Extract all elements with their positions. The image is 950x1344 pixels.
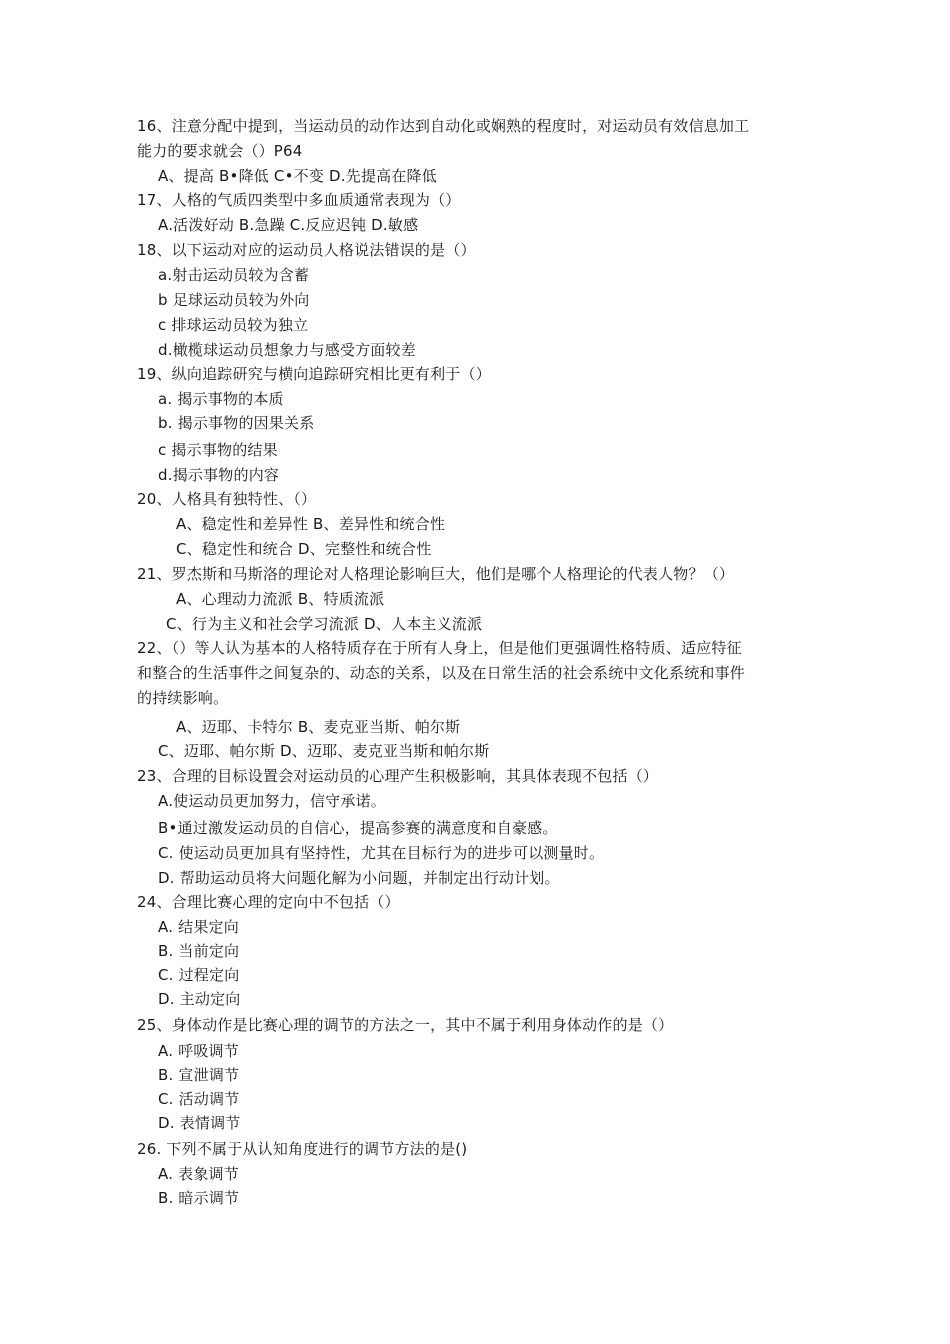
question-23-option: B•通过激发运动员的自信心，提高参赛的满意度和自豪感。 [158, 819, 558, 837]
question-17-options: A.活泼好动 B.急躁 C.反应迟钝 D.敏感 [158, 216, 419, 234]
question-23-option: A.使运动员更加努力，信守承诺。 [158, 792, 386, 810]
question-22-stem: 22、（）等人认为基本的人格特质存在于所有人身上，但是他们更强调性格特质、适应特征 [137, 639, 742, 657]
question-25-option: D. 表情调节 [158, 1114, 241, 1132]
question-19-option: d.揭示事物的内容 [158, 466, 280, 484]
question-24-option: A. 结果定向 [158, 918, 239, 936]
question-23-option: D. 帮助运动员将大问题化解为小问题，并制定出行动计划。 [158, 869, 560, 887]
question-26-option: B. 暗示调节 [158, 1189, 240, 1207]
question-26-stem: 26. 下列不属于从认知角度进行的调节方法的是() [137, 1140, 468, 1158]
question-25-option: C. 活动调节 [158, 1090, 240, 1108]
question-19-option: c 揭示事物的结果 [158, 441, 278, 459]
question-18-option: c 排球运动员较为独立 [158, 316, 309, 334]
question-18-option: b 足球运动员较为外向 [158, 291, 310, 309]
question-20-option: A、稳定性和差异性 B、差异性和统合性 [176, 515, 446, 533]
question-18-option: a.射击运动员较为含蓄 [158, 266, 310, 284]
question-25-stem: 25、身体动作是比赛心理的调节的方法之一，其中不属于利用身体动作的是（） [137, 1016, 674, 1034]
question-18-option: d.橄榄球运动员想象力与感受方面较差 [158, 341, 416, 359]
question-20-option: C、稳定性和统合 D、完整性和统合性 [176, 540, 432, 558]
question-19-option: a. 揭示事物的本质 [158, 390, 284, 408]
question-24-option: C. 过程定向 [158, 966, 240, 984]
question-22-option: C、迈耶、帕尔斯 D、迈耶、麦克亚当斯和帕尔斯 [158, 742, 490, 760]
question-16-stem: 16、注意分配中提到，当运动员的动作达到自动化或娴熟的程度时，对运动员有效信息加工 [137, 117, 750, 135]
question-21-option: C、行为主义和社会学习流派 D、人本主义流派 [166, 615, 483, 633]
question-19-option: b. 揭示事物的因果关系 [158, 414, 315, 432]
question-24-option: D. 主动定向 [158, 990, 241, 1008]
question-16-stem-cont: 能力的要求就会（）P64 [137, 142, 303, 160]
question-21-stem: 21、罗杰斯和马斯洛的理论对人格理论影响巨大，他们是哪个人格理论的代表人物？（） [137, 565, 735, 583]
question-19-stem: 19、纵向追踪研究与横向追踪研究相比更有利于（） [137, 365, 491, 383]
question-24-option: B. 当前定向 [158, 942, 240, 960]
question-20-stem: 20、人格具有独特性、（） [137, 490, 317, 508]
question-17-stem: 17、人格的气质四类型中多血质通常表现为（） [137, 191, 461, 209]
question-26-option: A. 表象调节 [158, 1165, 239, 1183]
question-22-stem-cont: 的持续影响。 [137, 689, 229, 707]
question-25-option: B. 宣泄调节 [158, 1066, 240, 1084]
question-23-stem: 23、合理的目标设置会对运动员的心理产生积极影响，其具体表现不包括（） [137, 767, 659, 785]
question-23-option: C. 使运动员更加具有坚持性，尤其在目标行为的进步可以测量时。 [158, 844, 605, 862]
question-21-option: A、心理动力流派 B、特质流派 [176, 590, 385, 608]
question-24-stem: 24、合理比赛心理的定向中不包括（） [137, 893, 400, 911]
question-18-stem: 18、以下运动对应的运动员人格说法错误的是（） [137, 241, 476, 259]
question-22-stem-cont: 和整合的生活事件之间复杂的、动态的关系，以及在日常生活的社会系统中文化系统和事件 [137, 664, 746, 682]
question-22-option: A、迈耶、卡特尔 B、麦克亚当斯、帕尔斯 [176, 718, 461, 736]
question-25-option: A. 呼吸调节 [158, 1042, 239, 1060]
question-16-options: A、提高 B•降低 C•不变 D.先提高在降低 [158, 167, 437, 185]
